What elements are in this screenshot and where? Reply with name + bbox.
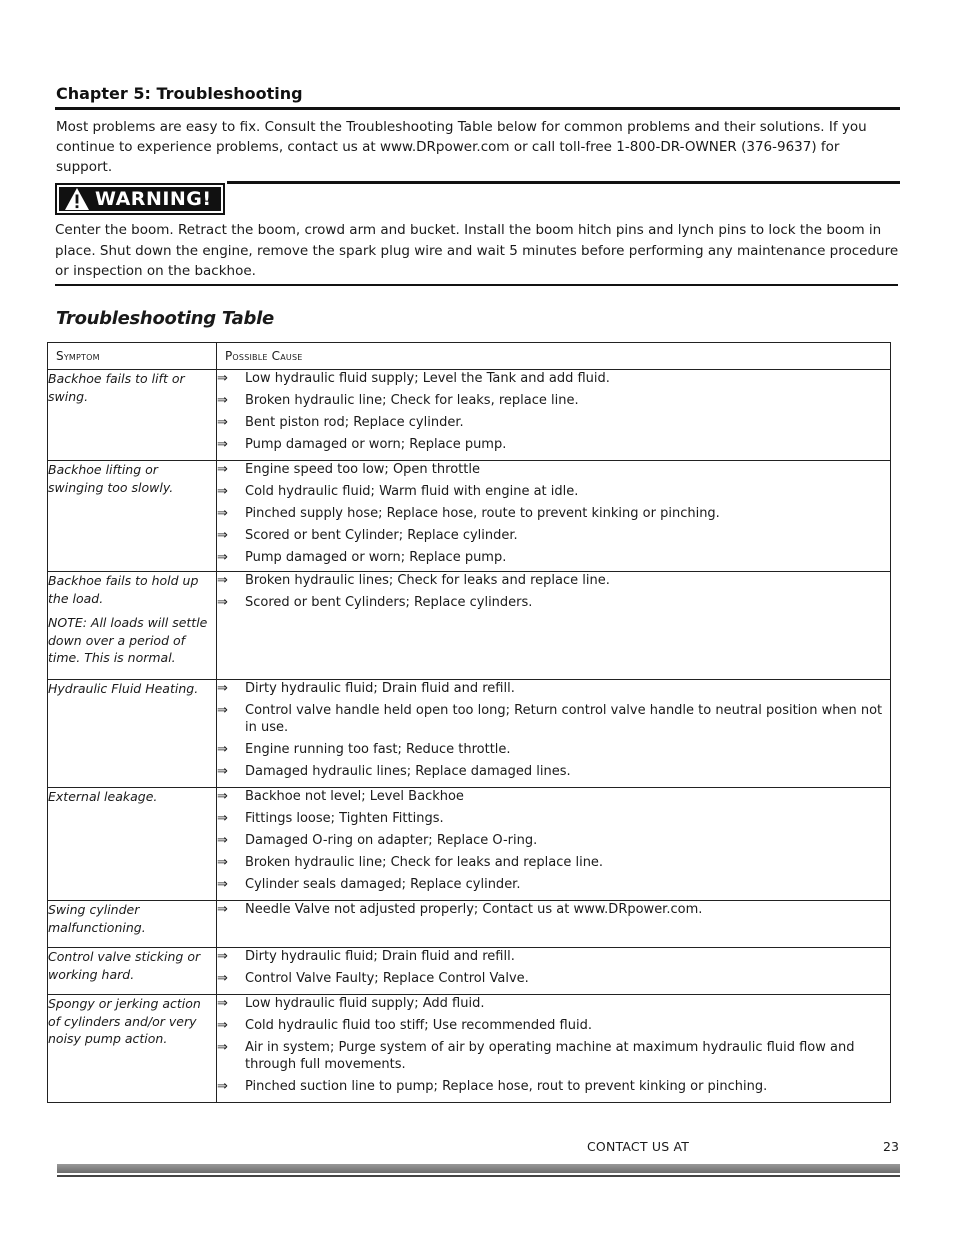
cause-text: Cold hydraulic fluid too stiff; Use recommended fluid.	[245, 1018, 592, 1033]
cause-text: Pump damaged or worn; Replace pump.	[245, 550, 507, 565]
arrow-right-icon: ⇒	[217, 949, 228, 964]
table-title: Troubleshooting Table	[56, 308, 274, 329]
symptom-text: Swing cylinder malfunctioning.	[48, 902, 146, 935]
symptom-text: Control valve sticking or working hard.	[48, 949, 201, 982]
cause-item	[217, 1039, 890, 1073]
cause-cell	[217, 680, 891, 788]
symptom-cell	[48, 995, 217, 1103]
cause-item	[217, 392, 890, 409]
cause-cell	[217, 572, 891, 680]
cause-cell	[217, 995, 891, 1103]
cause-text: Damaged O-ring on adapter; Replace O-ring.	[245, 833, 538, 848]
arrow-right-icon: ⇒	[217, 1079, 228, 1094]
table-row	[48, 788, 891, 901]
cause-item	[217, 970, 890, 987]
cause-item	[217, 763, 890, 780]
cause-text: Broken hydraulic line; Check for leaks, replace line.	[245, 393, 579, 408]
table-row	[48, 572, 891, 680]
cause-item	[217, 876, 890, 893]
cause-text: Bent piston rod; Replace cylinder.	[245, 415, 464, 430]
cause-text: Scored or bent Cylinders; Replace cylinders.	[245, 595, 533, 610]
arrow-right-icon: ⇒	[217, 742, 228, 757]
symptom-cell	[48, 948, 217, 995]
cause-text: Control valve handle held open too long; Return control valve handle to neutral position when not in use.	[245, 703, 883, 735]
intro-paragraph: Most problems are easy to fix. Consult the Troubleshooting Table below for common problems and their solutions. If you continue to experience problems, contact us at www.DRpower.com or call toll-free 1-800-DR-OWNER (376-9637) for support.	[56, 119, 867, 175]
arrow-right-icon: ⇒	[217, 393, 228, 408]
arrow-right-icon: ⇒	[217, 1018, 228, 1033]
cause-text: Backhoe not level; Level Backhoe	[245, 789, 464, 804]
cause-text: Cold hydraulic fluid; Warm fluid with engine at idle.	[245, 484, 579, 499]
cause-cell	[217, 461, 891, 572]
footer-bar	[57, 1164, 900, 1173]
symptom-text: Hydraulic Fluid Heating.	[48, 681, 199, 696]
cause-text: Low hydraulic fluid supply; Level the Tank and add fluid.	[245, 371, 610, 386]
cause-text: Pinched suction line to pump; Replace hose, rout to prevent kinking or pinching.	[245, 1079, 768, 1094]
cause-item	[217, 594, 890, 611]
table-row	[48, 370, 891, 461]
arrow-right-icon: ⇒	[217, 550, 228, 565]
arrow-right-icon: ⇒	[217, 462, 228, 477]
arrow-right-icon: ⇒	[217, 764, 228, 779]
cause-item	[217, 854, 890, 871]
cause-text: Damaged hydraulic lines; Replace damaged lines.	[245, 764, 571, 779]
troubleshooting-table	[47, 342, 891, 1103]
arrow-right-icon: ⇒	[217, 528, 228, 543]
arrow-right-icon: ⇒	[217, 703, 228, 718]
warning-text: Center the boom. Retract the boom, crowd arm and bucket. Install the boom hitch pins and lynch pins to lock the boom in place. Shut down the engine, remove the spark plug wire and wait 5 minutes before performing any maintenance procedure or inspection on the backhoe.	[55, 222, 899, 279]
symptom-note: NOTE: All loads will settle down over a period of time. This is normal.	[48, 615, 208, 665]
table-row	[48, 901, 891, 948]
header-possible-cause: Possible Cause	[217, 343, 891, 370]
arrow-right-icon: ⇒	[217, 971, 228, 986]
cause-cell	[217, 948, 891, 995]
cause-text: Dirty hydraulic fluid; Drain fluid and refill.	[245, 681, 515, 696]
cause-item	[217, 370, 890, 387]
cause-item	[217, 414, 890, 431]
cause-text: Scored or bent Cylinder; Replace cylinder.	[245, 528, 518, 543]
cause-text: Control Valve Faulty; Replace Control Valve.	[245, 971, 529, 986]
cause-item	[217, 995, 890, 1012]
arrow-right-icon: ⇒	[217, 484, 228, 499]
cause-text: Pump damaged or worn; Replace pump.	[245, 437, 507, 452]
symptom-cell	[48, 680, 217, 788]
symptom-text: Backhoe fails to lift or swing.	[48, 371, 185, 404]
arrow-right-icon: ⇒	[217, 877, 228, 892]
arrow-right-icon: ⇒	[217, 437, 228, 452]
cause-item	[217, 549, 890, 566]
cause-text: Broken hydraulic lines; Check for leaks and replace line.	[245, 573, 610, 588]
cause-item	[217, 788, 890, 805]
cause-item	[217, 1017, 890, 1034]
warning-banner	[55, 183, 225, 215]
symptom-cell	[48, 788, 217, 901]
cause-item	[217, 461, 890, 478]
arrow-right-icon: ⇒	[217, 996, 228, 1011]
cause-text: Needle Valve not adjusted properly; Contact us at www.DRpower.com.	[245, 902, 703, 917]
cause-text: Dirty hydraulic fluid; Drain fluid and refill.	[245, 949, 515, 964]
chapter-title: Chapter 5: Troubleshooting	[56, 84, 303, 103]
cause-text: Low hydraulic fluid supply; Add fluid.	[245, 996, 485, 1011]
cause-item	[217, 741, 890, 758]
cause-item	[217, 832, 890, 849]
cause-cell	[217, 788, 891, 901]
symptom-cell	[48, 572, 217, 680]
arrow-right-icon: ⇒	[217, 789, 228, 804]
cause-cell	[217, 370, 891, 461]
warning-triangle-icon	[59, 185, 95, 213]
arrow-right-icon: ⇒	[217, 415, 228, 430]
cause-item	[217, 572, 890, 589]
cause-item	[217, 948, 890, 965]
cause-text: Engine speed too low; Open throttle	[245, 462, 480, 477]
warning-rule-top	[227, 181, 900, 184]
cause-text: Cylinder seals damaged; Replace cylinder.	[245, 877, 521, 892]
symptom-text: External leakage.	[48, 789, 158, 804]
table-row	[48, 461, 891, 572]
page-number: 23	[883, 1139, 899, 1154]
table-header-row	[48, 343, 891, 370]
arrow-right-icon: ⇒	[217, 811, 228, 826]
symptom-text: Spongy or jerking action of cylinders and/or very noisy pump action.	[48, 996, 201, 1046]
warning-rule-bottom	[55, 284, 898, 286]
cause-item	[217, 901, 890, 918]
symptom-cell	[48, 901, 217, 948]
arrow-right-icon: ⇒	[217, 1040, 228, 1055]
table-row	[48, 995, 891, 1103]
cause-item	[217, 527, 890, 544]
cause-item	[217, 680, 890, 697]
symptom-cell	[48, 461, 217, 572]
arrow-right-icon: ⇒	[217, 833, 228, 848]
arrow-right-icon: ⇒	[217, 595, 228, 610]
cause-item	[217, 436, 890, 453]
arrow-right-icon: ⇒	[217, 506, 228, 521]
header-symptom: Symptom	[48, 343, 217, 370]
arrow-right-icon: ⇒	[217, 573, 228, 588]
cause-text: Broken hydraulic line; Check for leaks and replace line.	[245, 855, 604, 870]
cause-item	[217, 702, 890, 736]
cause-cell	[217, 901, 891, 948]
arrow-right-icon: ⇒	[217, 681, 228, 696]
footer-contact-text: CONTACT US AT	[587, 1139, 690, 1154]
symptom-text: Backhoe fails to hold up the load.	[48, 573, 199, 606]
cause-item	[217, 483, 890, 500]
cause-text: Engine running too fast; Reduce throttle.	[245, 742, 511, 757]
symptom-text: Backhoe lifting or swinging too slowly.	[48, 462, 174, 495]
cause-item	[217, 1078, 890, 1095]
arrow-right-icon: ⇒	[217, 902, 228, 917]
warning-label: WARNING!	[95, 188, 212, 210]
cause-item	[217, 810, 890, 827]
cause-text: Pinched supply hose; Replace hose, route to prevent kinking or pinching.	[245, 506, 720, 521]
cause-item	[217, 505, 890, 522]
chapter-rule	[55, 107, 900, 110]
arrow-right-icon: ⇒	[217, 855, 228, 870]
arrow-right-icon: ⇒	[217, 371, 228, 386]
table-row	[48, 948, 891, 995]
cause-text: Fittings loose; Tighten Fittings.	[245, 811, 444, 826]
symptom-cell	[48, 370, 217, 461]
footer-rule	[57, 1175, 900, 1177]
table-row	[48, 680, 891, 788]
cause-text: Air in system; Purge system of air by operating machine at maximum hydraulic fluid flow and through full movements.	[245, 1040, 855, 1072]
